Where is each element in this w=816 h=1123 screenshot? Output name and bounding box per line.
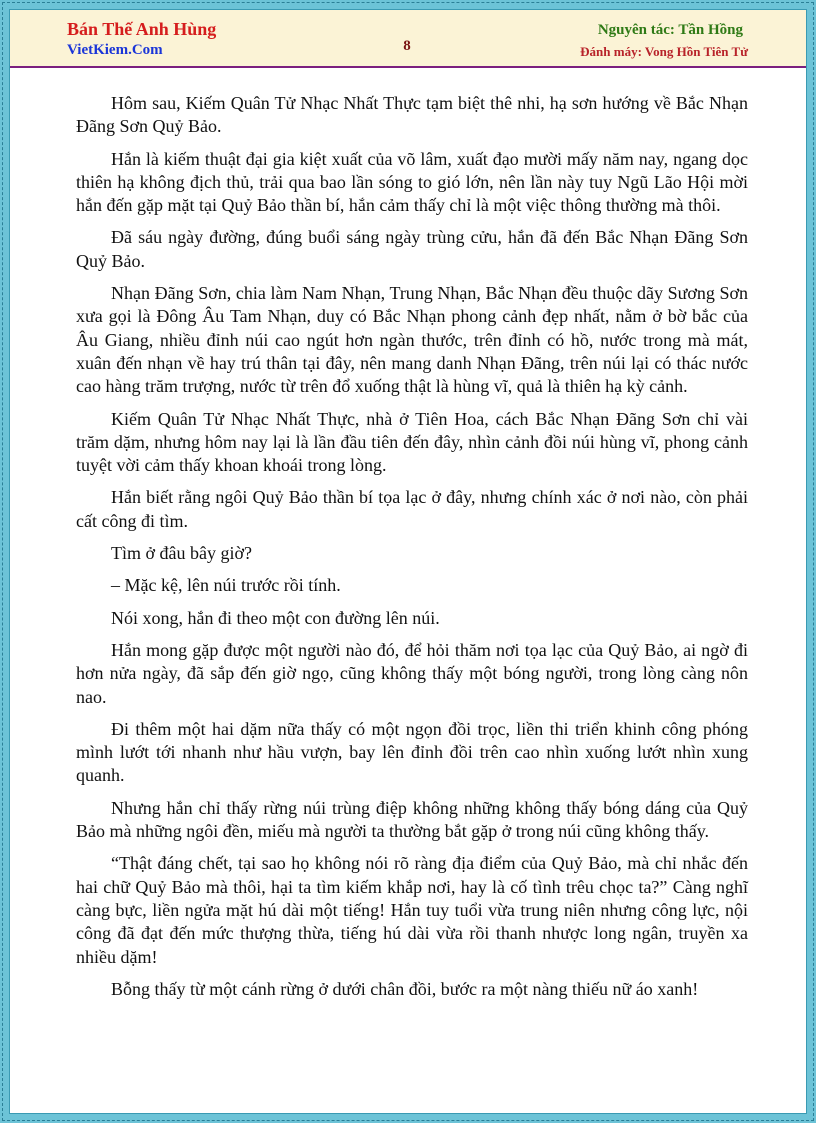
paragraph: Hắn mong gặp được một người nào đó, để hỏi thăm nơi tọa lạc của Quỷ Bảo, ai ngờ đi hơn nửa ngày, đã sắp đến giờ ngọ, cũng không thấy một bóng người, trong lòng càng nôn nao. <box>76 639 748 707</box>
original-author: Nguyên tác: Tần Hồng <box>597 22 743 38</box>
paragraph: Tìm ở đâu bây giờ? <box>111 543 253 564</box>
paragraph: – Mặc kệ, lên núi trước rồi tính. <box>111 575 341 596</box>
book-title: Bán Thế Anh Hùng <box>67 19 217 39</box>
page-number: 8 <box>403 38 411 54</box>
chapter-body <box>76 92 748 1010</box>
paragraph: Nhạn Đãng Sơn, chia làm Nam Nhạn, Trung Nhạn, Bắc Nhạn đều thuộc dãy Sương Sơn xưa gọi là Đông Âu Tam Nhạn, duy có Bắc Nhạn phong cảnh đẹp nhất, nằm ở bờ bắc của Âu Giang, nhiều đỉnh núi cao ngút hơn ngàn thước, trên đỉnh có hồ, nước trong mà mát, xuân đến nhạn về hay trú thân tại đây, nên mang danh Nhạn Đãng, trên núi lại có thác nước cao hàng trăm trượng, nước từ trên đổ xuống thật là hùng vĩ, quả là thiên hạ kỳ cảnh. <box>76 283 748 397</box>
paragraph: Nhưng hắn chỉ thấy rừng núi trùng điệp không những không thấy bóng dáng của Quỷ Bảo mà những ngôi đền, miếu mà người ta thường bắt gặp ở trong núi cũng không thấy. <box>76 797 748 842</box>
typist-credit: Đánh máy: Vong Hồn Tiên Tử <box>580 44 748 59</box>
paragraph: Đi thêm một hai dặm nữa thấy có một ngọn đồi trọc, liền thi triển khinh công phóng mình lướt tới nhanh như hầu vượn, bay lên đỉnh đồi trên cao nhìn xuống lướt nhìn xung quanh. <box>76 718 748 786</box>
header-divider <box>10 66 806 68</box>
site-name: VietKiem.Com <box>67 42 163 58</box>
paragraph: “Thật đáng chết, tại sao họ không nói rõ ràng địa điểm của Quỷ Bảo, mà chỉ nhắc đến hai chữ Quỷ Bảo mà thôi, hại ta tìm kiếm khắp nơi, hay là cố tình trêu chọc ta?” Càng nghĩ càng bực, liền ngửa mặt hú dài một tiếng! Hắn tuy tuổi vừa trung niên nhưng công lực, nội công đã đạt đến mức thượng thừa, tiếng hú dài vừa rồi thanh nhược long ngân, truyền xa nhiều dặm! <box>76 853 748 967</box>
paragraph: Hắn biết rằng ngôi Quỷ Bảo thần bí tọa lạc ở đây, nhưng chính xác ở nơi nào, còn phải cất công đi tìm. <box>76 487 748 531</box>
paragraph: Hắn là kiếm thuật đại gia kiệt xuất của võ lâm, xuất đạo mười mấy năm nay, ngang dọc thiên hạ không địch thủ, trải qua bao lần sóng to gió lớn, nên lần này tuy Ngũ Lão Hội mời hắn đến gặp mặt tại Quỷ Bảo thần bí, hắn cảm thấy chỉ là một việc thông thường mà thôi. <box>76 148 748 216</box>
paragraph: Kiếm Quân Tử Nhạc Nhất Thực, nhà ở Tiên Hoa, cách Bắc Nhạn Đãng Sơn chỉ vài trăm dặm, nhưng hôm nay lại là lần đầu tiên đến đây, nhìn cảnh đồi núi hùng vĩ, phong cảnh tuyệt vời cảm thấy khoan khoái trong lòng. <box>76 408 748 476</box>
paragraph: Đã sáu ngày đường, đúng buổi sáng ngày trùng cửu, hắn đã đến Bắc Nhạn Đãng Sơn Quỷ Bảo. <box>76 227 748 271</box>
paragraph: Nói xong, hắn đi theo một con đường lên núi. <box>111 607 440 628</box>
paragraph: Bỗng thấy từ một cánh rừng ở dưới chân đồi, bước ra một nàng thiếu nữ áo xanh! <box>111 978 699 999</box>
paragraph: Hôm sau, Kiếm Quân Tử Nhạc Nhất Thực tạm biệt thê nhi, hạ sơn hướng về Bắc Nhạn Đãng Sơn Quỷ Bảo. <box>76 93 748 137</box>
